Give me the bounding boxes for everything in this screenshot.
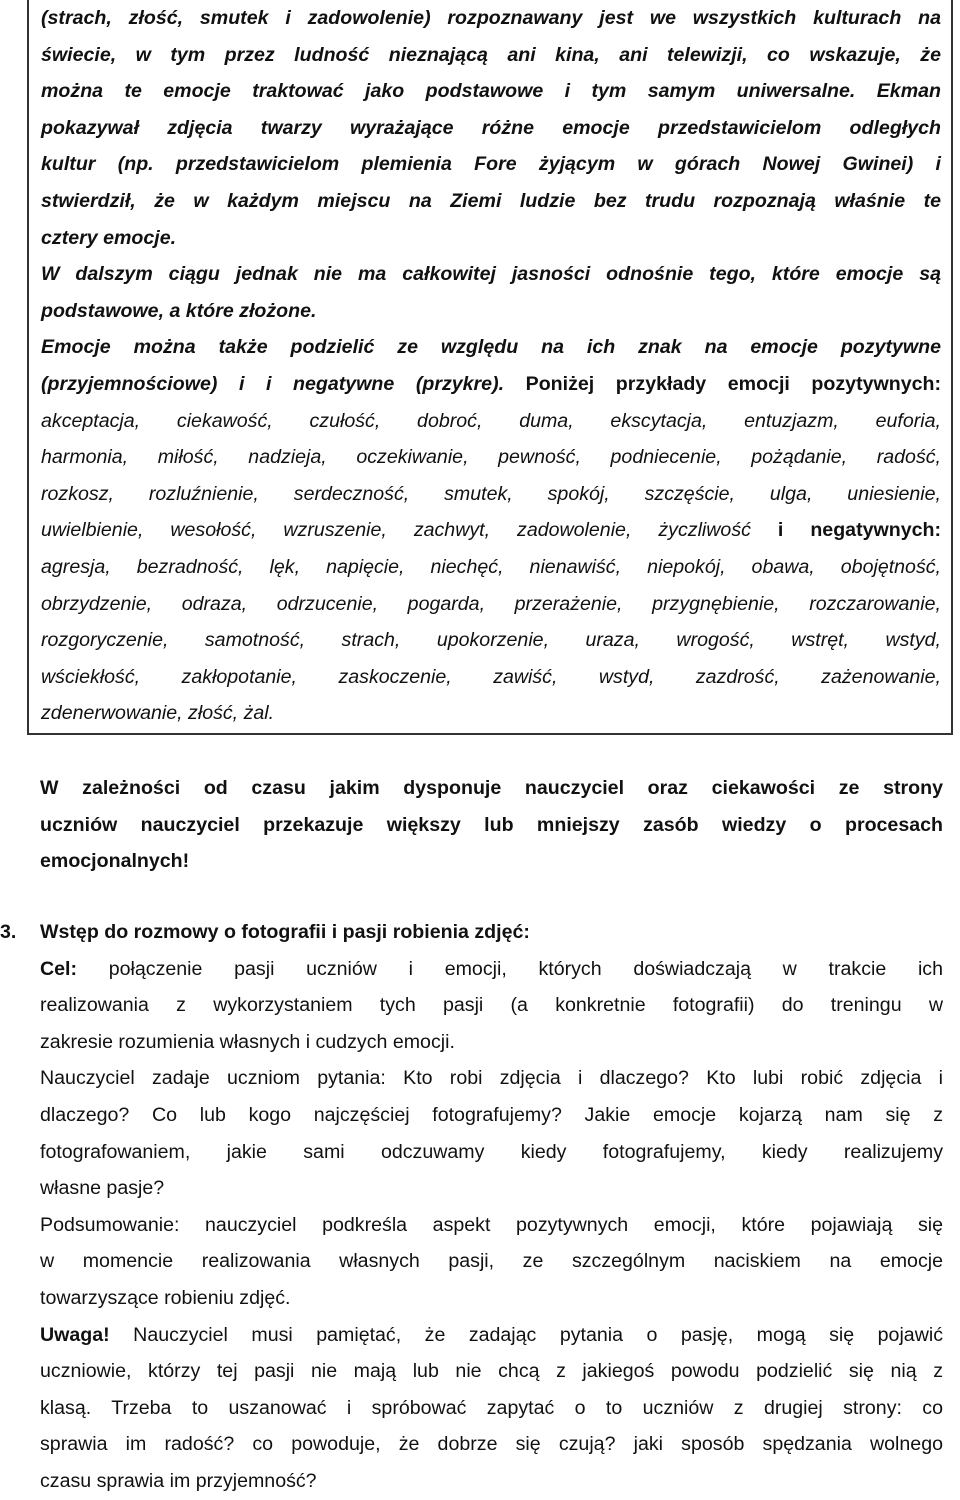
goal-line: zakresie rozumienia własnych i cudzych emocji. — [40, 1030, 455, 1053]
questions-line: Nauczyciel zadaje uczniom pytania: Kto robi zdjęcia i dlaczego? Kto lubi robić zdjęcia i — [40, 1067, 943, 1090]
note-line: W zależności od czasu jakim dysponuje nauczyciel oraz ciekawości ze strony — [40, 777, 943, 799]
box-line: akceptacja, ciekawość, czułość, dobroć, duma, ekscytacja, entuzjazm, euforia, — [41, 409, 941, 432]
box-line: rozkosz, rozluźnienie, serdeczność, smutek, spokój, szczęście, ulga, uniesienie, — [41, 482, 941, 505]
box-line: W dalszym ciągu jednak nie ma całkowitej jasności odnośnie tego, które emocje są — [41, 263, 941, 286]
warning-label: Uwaga! — [40, 1323, 110, 1346]
box-line: kultur (np. przedstawicielom plemienia Fore żyjącym w górach Nowej Gwinei) i — [41, 153, 941, 176]
box-line-mixed — [41, 512, 941, 549]
box-line: podstawowe, a które złożone. — [41, 299, 317, 322]
box-line: cztery emocje. — [41, 226, 177, 249]
box-line-mixed — [41, 366, 941, 403]
note-line: emocjonalnych! — [40, 850, 190, 873]
goal-line: realizowania z wykorzystaniem tych pasji (a konkretnie fotografii) do treningu w — [40, 994, 943, 1017]
box-line: stwierdził, że w każdym miejscu na Ziemi ludzie bez trudu rozpoznają właśnie te — [41, 189, 941, 212]
teacher-note — [40, 770, 943, 880]
box-line: można te emocje traktować jako podstawowe i tym samym uniwersalne. Ekman — [41, 80, 941, 103]
section-3-body — [40, 914, 943, 1500]
box-line: wściekłość, zakłopotanie, zaskoczenie, zawiść, wstyd, zazdrość, zażenowanie, — [41, 665, 941, 688]
box-line: harmonia, miłość, nadzieja, oczekiwanie, pewność, podniecenie, pożądanie, radość, — [41, 446, 941, 469]
box-line: obrzydzenie, odraza, odrzucenie, pogarda, przerażenie, przygnębienie, rozczarowanie, — [41, 592, 941, 615]
emotions-text-box-content — [41, 0, 941, 732]
warning-line — [40, 1317, 943, 1354]
box-line: zdenerwowanie, złość, żal. — [41, 702, 275, 725]
section-number: 3. — [0, 921, 17, 943]
questions-line: własne pasje? — [40, 1177, 165, 1200]
summary-line: Podsumowanie: nauczyciel podkreśla aspekt pozytywnych emocji, które pojawiają się — [40, 1213, 943, 1236]
box-line: rozgoryczenie, samotność, strach, upokorzenie, uraza, wrogość, wstręt, wstyd, — [41, 629, 941, 652]
questions-line: dlaczego? Co lub kogo najczęściej fotografujemy? Jakie emocje kojarzą nam się z — [40, 1103, 943, 1126]
summary-line: towarzyszące robieniu zdjęć. — [40, 1286, 291, 1309]
note-line: uczniów nauczyciel przekazuje większy lub mniejszy zasób wiedzy o procesach — [40, 813, 943, 836]
goal-text: połączenie pasji uczniów i emocji, których doświadczają w trakcie ich — [77, 957, 943, 980]
warning-text: Nauczyciel musi pamiętać, że zadając pytania o pasję, mogą się pojawić — [109, 1323, 943, 1346]
warning-line: klasą. Trzeba to uszanować i spróbować zapytać o to uczniów z drugiej strony: co — [40, 1396, 943, 1419]
goal-line — [40, 951, 943, 988]
box-line: Emocje można także podzielić ze względu na ich znak na emocje pozytywne — [41, 336, 941, 359]
box-line: świecie, w tym przez ludność nieznającą ani kina, ani telewizji, co wskazuje, że — [41, 43, 941, 66]
section-heading: Wstęp do rozmowy o fotografii i pasji robienia zdjęć: — [40, 921, 530, 943]
summary-line: w momencie realizowania własnych pasji, ze szczególnym naciskiem na emocje — [40, 1250, 943, 1273]
box-line: pokazywał zdjęcia twarzy wyrażające różne emocje przedstawicielom odległych — [41, 116, 941, 139]
warning-line: czasu sprawia im przyjemność? — [40, 1469, 317, 1492]
warning-line: sprawia im radość? co powoduje, że dobrze się czują? jaki sposób spędzania wolnego — [40, 1433, 943, 1456]
box-line: agresja, bezradność, lęk, napięcie, niechęć, nienawiść, niepokój, obawa, obojętność, — [41, 555, 941, 578]
box-line: (strach, złość, smutek i zadowolenie) rozpoznawany jest we wszystkich kulturach na — [41, 7, 941, 29]
positive-emotions-tail: uwielbienie, wesołość, wzruszenie, zachwyt, zadowolenie, życzliwość — [41, 519, 751, 542]
questions-line: fotografowaniem, jakie sami odczuwamy kiedy fotografujemy, kiedy realizujemy — [40, 1140, 943, 1163]
positive-examples-intro: Poniżej przykłady emocji pozytywnych: — [504, 372, 941, 395]
goal-label: Cel: — [40, 957, 78, 980]
emotions-text-box — [27, 0, 953, 735]
warning-line: uczniowie, którzy tej pasji nie mają lub nie chcą z jakiegoś powodu podzielić się nią z — [40, 1360, 943, 1383]
emotion-types-text: (przyjemnościowe) i i negatywne (przykre). — [41, 372, 505, 395]
negative-examples-intro: i negatywnych: — [750, 519, 941, 542]
